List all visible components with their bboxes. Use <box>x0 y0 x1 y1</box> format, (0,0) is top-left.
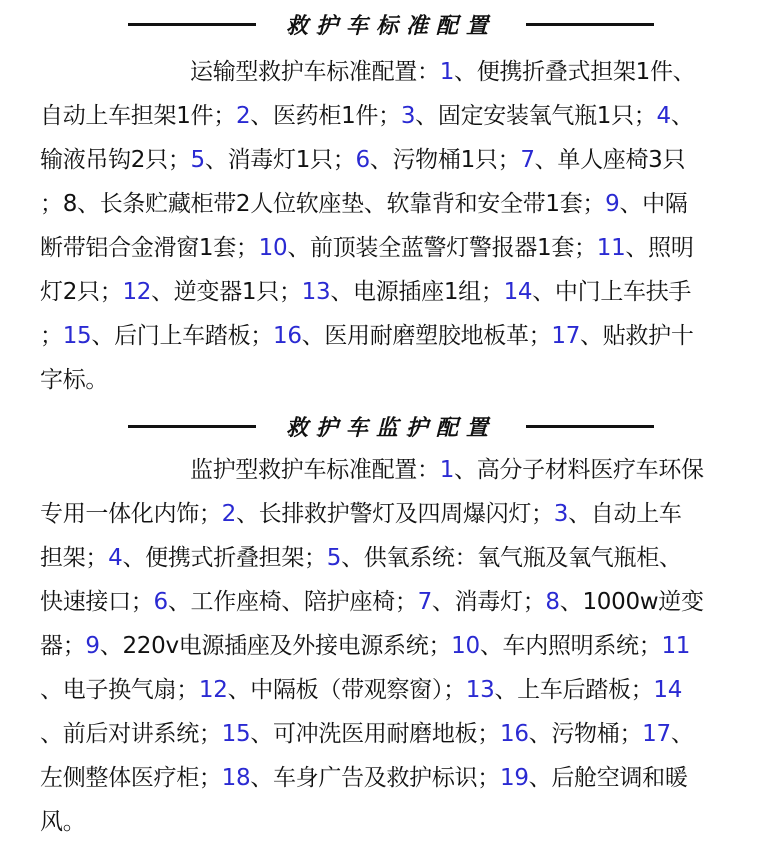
item-number: 3 <box>553 501 569 527</box>
item-number: 10 <box>451 633 480 659</box>
text-segment: 、1000w逆变 <box>559 589 704 615</box>
heading-rule-left <box>128 425 256 428</box>
item-number: 7 <box>417 589 432 615</box>
item-number: 4 <box>108 545 123 571</box>
text-line <box>40 226 694 270</box>
item-number: 4 <box>656 103 671 129</box>
text-segment: 断带铝合金滑窗1套； <box>40 235 259 261</box>
text-segment: 、中隔板（带观察窗）； <box>227 677 466 703</box>
text-segment: 、便携折叠式担架1件、 <box>454 59 696 85</box>
text-line <box>40 314 694 358</box>
text-line <box>40 94 694 138</box>
text-segment: 风。 <box>40 809 86 835</box>
text-segment: 担架； <box>40 545 109 571</box>
item-number: 6 <box>153 589 168 615</box>
text-segment: 、220v电源插座及外接电源系统； <box>99 633 452 659</box>
item-number: 9 <box>605 191 620 217</box>
text-segment: 专用一体化内饰； <box>40 501 222 527</box>
text-segment: 、车内照明系统； <box>479 633 662 659</box>
text-segment: 、后舱空调和暖 <box>528 765 688 791</box>
text-segment: 、中隔 <box>619 191 688 217</box>
section-heading <box>0 4 782 44</box>
item-number: 15 <box>62 323 92 349</box>
text-line <box>40 800 85 844</box>
item-number: 7 <box>520 147 535 173</box>
text-segment: 、供氧系统：氧气瓶及氧气瓶柜、 <box>341 545 682 571</box>
item-number: 6 <box>355 147 370 173</box>
text-segment: 器； <box>40 633 86 659</box>
item-number: 14 <box>653 677 683 703</box>
text-segment: 、单人座椅3只 <box>534 147 686 173</box>
item-number: 5 <box>326 545 342 571</box>
heading-rule-right <box>526 23 654 26</box>
text-line <box>40 492 682 536</box>
text-segment: 、长排救护警灯及四周爆闪灯； <box>235 501 554 527</box>
text-segment: 监护型救护车标准配置： <box>190 457 440 483</box>
text-segment: 、照明 <box>625 235 694 261</box>
item-number: 2 <box>235 103 251 129</box>
text-segment: 、消毒灯1只； <box>204 147 356 173</box>
text-segment: 、 <box>670 103 694 129</box>
item-number: 8 <box>545 589 560 615</box>
text-segment: 、污物桶； <box>528 721 643 747</box>
item-number: 16 <box>272 323 302 349</box>
item-number: 14 <box>503 279 533 305</box>
text-segment: 、医用耐磨塑胶地板革； <box>301 323 552 349</box>
text-segment: 、中门上车扶手 <box>532 279 692 305</box>
item-number: 13 <box>465 677 495 703</box>
item-number: 18 <box>221 765 251 791</box>
item-number: 1 <box>439 59 455 85</box>
text-segment: ； <box>40 323 63 349</box>
text-segment: 、自动上车 <box>568 501 682 527</box>
item-number: 15 <box>221 721 251 747</box>
text-segment: 、污物桶1只； <box>369 147 521 173</box>
item-number: 13 <box>301 279 331 305</box>
text-segment: 、工作座椅、陪护座椅； <box>167 589 418 615</box>
item-number: 12 <box>122 279 152 305</box>
text-segment: 灯2只； <box>40 279 123 305</box>
text-segment: 、上车后踏板； <box>494 677 654 703</box>
heading-rule-right <box>526 425 654 428</box>
text-line <box>40 580 704 624</box>
text-segment: 、高分子材料医疗车环保 <box>454 457 704 483</box>
text-line <box>40 358 108 402</box>
text-segment: 、前后对讲系统； <box>40 721 222 747</box>
text-line <box>40 624 690 668</box>
item-number: 10 <box>258 235 288 261</box>
text-segment: 、医药柜1件； <box>250 103 401 129</box>
item-number: 16 <box>499 721 529 747</box>
section-title: 救护车监护配置 <box>285 414 496 441</box>
text-segment: 、电子换气扇； <box>40 677 199 703</box>
text-line <box>40 712 694 756</box>
text-segment: 、电源插座1组； <box>330 279 504 305</box>
text-segment: 字标。 <box>40 367 109 393</box>
text-segment: 、消毒灯； <box>431 589 546 615</box>
section-heading <box>0 406 782 446</box>
item-number: 19 <box>499 765 529 791</box>
text-line <box>40 536 682 580</box>
item-number: 9 <box>85 633 100 659</box>
text-segment: 、后门上车踏板； <box>91 323 273 349</box>
text-segment: 、贴救护十 <box>580 323 694 349</box>
text-segment: 、前顶装全蓝警灯警报器1套； <box>287 235 597 261</box>
text-segment: 左侧整体医疗柜； <box>40 765 222 791</box>
item-number: 17 <box>551 323 581 349</box>
text-line <box>40 668 682 712</box>
text-segment: 输液吊钩2只； <box>40 147 191 173</box>
text-segment: 运输型救护车标准配置： <box>190 59 440 85</box>
text-segment: 、逆变器1只； <box>151 279 302 305</box>
text-segment: 、车身广告及救护标识； <box>250 765 500 791</box>
text-line <box>190 448 704 492</box>
text-line <box>190 50 695 94</box>
text-line <box>40 756 688 800</box>
text-line <box>40 270 691 314</box>
text-segment: 快速接口； <box>40 589 154 615</box>
item-number: 3 <box>400 103 416 129</box>
text-line <box>40 138 685 182</box>
item-number: 5 <box>190 147 205 173</box>
text-segment: 、可冲洗医用耐磨地板； <box>250 721 500 747</box>
text-segment: 、 <box>670 721 694 747</box>
text-segment: 、固定安装氧气瓶1只； <box>415 103 657 129</box>
heading-rule-left <box>128 23 256 26</box>
text-segment: 、便携式折叠担架； <box>122 545 327 571</box>
section-title: 救护车标准配置 <box>285 12 496 39</box>
item-number: 2 <box>221 501 236 527</box>
text-segment: 自动上车担架1件； <box>40 103 236 129</box>
item-number: 1 <box>439 457 455 483</box>
item-number: 17 <box>642 721 671 747</box>
item-number: 11 <box>661 633 691 659</box>
text-line <box>40 182 688 226</box>
text-segment: ；8、长条贮藏柜带2人位软座垫、软靠背和安全带1套； <box>40 191 606 217</box>
item-number: 11 <box>596 235 626 261</box>
item-number: 12 <box>198 677 228 703</box>
